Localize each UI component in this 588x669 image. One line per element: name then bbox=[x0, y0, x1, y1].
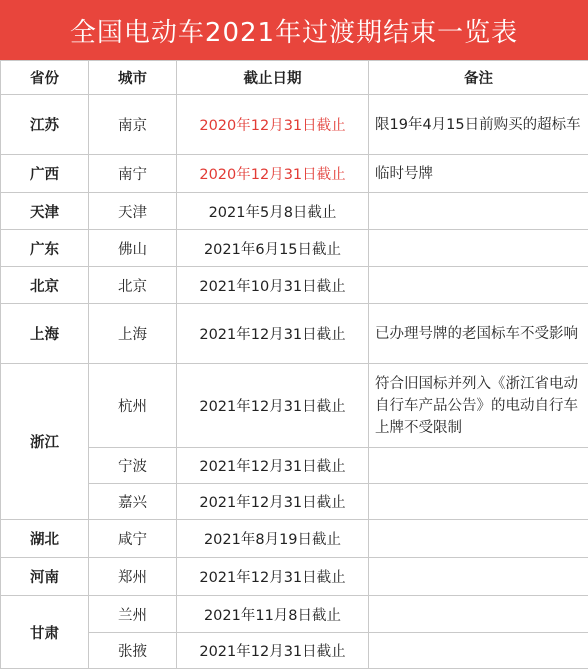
header-date: 截止日期 bbox=[177, 61, 369, 95]
note-cell bbox=[369, 484, 588, 520]
province-cell: 天津 bbox=[1, 193, 89, 230]
table-header-row bbox=[1, 61, 588, 95]
header-city: 城市 bbox=[89, 61, 177, 95]
city-cell: 郑州 bbox=[89, 558, 177, 596]
city-cell: 天津 bbox=[89, 193, 177, 230]
table-row bbox=[1, 304, 588, 364]
table-row bbox=[1, 155, 588, 193]
date-cell: 2021年12月31日截止 bbox=[177, 448, 369, 484]
province-cell: 广东 bbox=[1, 230, 89, 267]
city-cell: 兰州 bbox=[89, 596, 177, 633]
date-cell: 2020年12月31日截止 bbox=[177, 155, 369, 193]
note-cell: 限19年4月15日前购买的超标车 bbox=[369, 95, 588, 155]
province-cell: 广西 bbox=[1, 155, 89, 193]
note-cell bbox=[369, 193, 588, 230]
note-cell bbox=[369, 230, 588, 267]
deadline-table bbox=[0, 60, 588, 669]
note-cell bbox=[369, 558, 588, 596]
date-cell: 2021年12月31日截止 bbox=[177, 484, 369, 520]
province-cell: 甘肃 bbox=[1, 596, 89, 669]
note-cell bbox=[369, 596, 588, 633]
city-cell: 北京 bbox=[89, 267, 177, 304]
note-cell bbox=[369, 520, 588, 558]
table-row bbox=[1, 448, 588, 484]
province-cell: 上海 bbox=[1, 304, 89, 364]
city-cell: 南宁 bbox=[89, 155, 177, 193]
date-cell: 2021年12月31日截止 bbox=[177, 633, 369, 669]
table-row bbox=[1, 484, 588, 520]
date-cell: 2021年12月31日截止 bbox=[177, 364, 369, 448]
table-row bbox=[1, 267, 588, 304]
header-province: 省份 bbox=[1, 61, 89, 95]
table-row bbox=[1, 558, 588, 596]
province-cell: 浙江 bbox=[1, 364, 89, 520]
date-cell: 2021年6月15日截止 bbox=[177, 230, 369, 267]
table-row bbox=[1, 193, 588, 230]
date-cell: 2021年5月8日截止 bbox=[177, 193, 369, 230]
note-cell: 已办理号牌的老国标车不受影响 bbox=[369, 304, 588, 364]
date-cell: 2021年11月8日截止 bbox=[177, 596, 369, 633]
note-cell bbox=[369, 448, 588, 484]
table-row bbox=[1, 230, 588, 267]
date-cell: 2020年12月31日截止 bbox=[177, 95, 369, 155]
date-cell: 2021年8月19日截止 bbox=[177, 520, 369, 558]
city-cell: 嘉兴 bbox=[89, 484, 177, 520]
header-note: 备注 bbox=[369, 61, 588, 95]
note-cell bbox=[369, 267, 588, 304]
province-cell: 河南 bbox=[1, 558, 89, 596]
city-cell: 上海 bbox=[89, 304, 177, 364]
note-cell bbox=[369, 633, 588, 669]
date-cell: 2021年12月31日截止 bbox=[177, 558, 369, 596]
table-row bbox=[1, 596, 588, 633]
date-cell: 2021年10月31日截止 bbox=[177, 267, 369, 304]
table-row bbox=[1, 364, 588, 448]
city-cell: 咸宁 bbox=[89, 520, 177, 558]
city-cell: 南京 bbox=[89, 95, 177, 155]
city-cell: 宁波 bbox=[89, 448, 177, 484]
province-cell: 湖北 bbox=[1, 520, 89, 558]
table-row bbox=[1, 520, 588, 558]
city-cell: 张掖 bbox=[89, 633, 177, 669]
city-cell: 杭州 bbox=[89, 364, 177, 448]
date-cell: 2021年12月31日截止 bbox=[177, 304, 369, 364]
province-cell: 北京 bbox=[1, 267, 89, 304]
table-row bbox=[1, 95, 588, 155]
note-cell: 临时号牌 bbox=[369, 155, 588, 193]
page-title: 全国电动车2021年过渡期结束一览表 bbox=[0, 0, 588, 60]
province-cell: 江苏 bbox=[1, 95, 89, 155]
note-cell: 符合旧国标并列入《浙江省电动自行车产品公告》的电动自行车上牌不受限制 bbox=[369, 364, 588, 448]
city-cell: 佛山 bbox=[89, 230, 177, 267]
table-row bbox=[1, 633, 588, 669]
